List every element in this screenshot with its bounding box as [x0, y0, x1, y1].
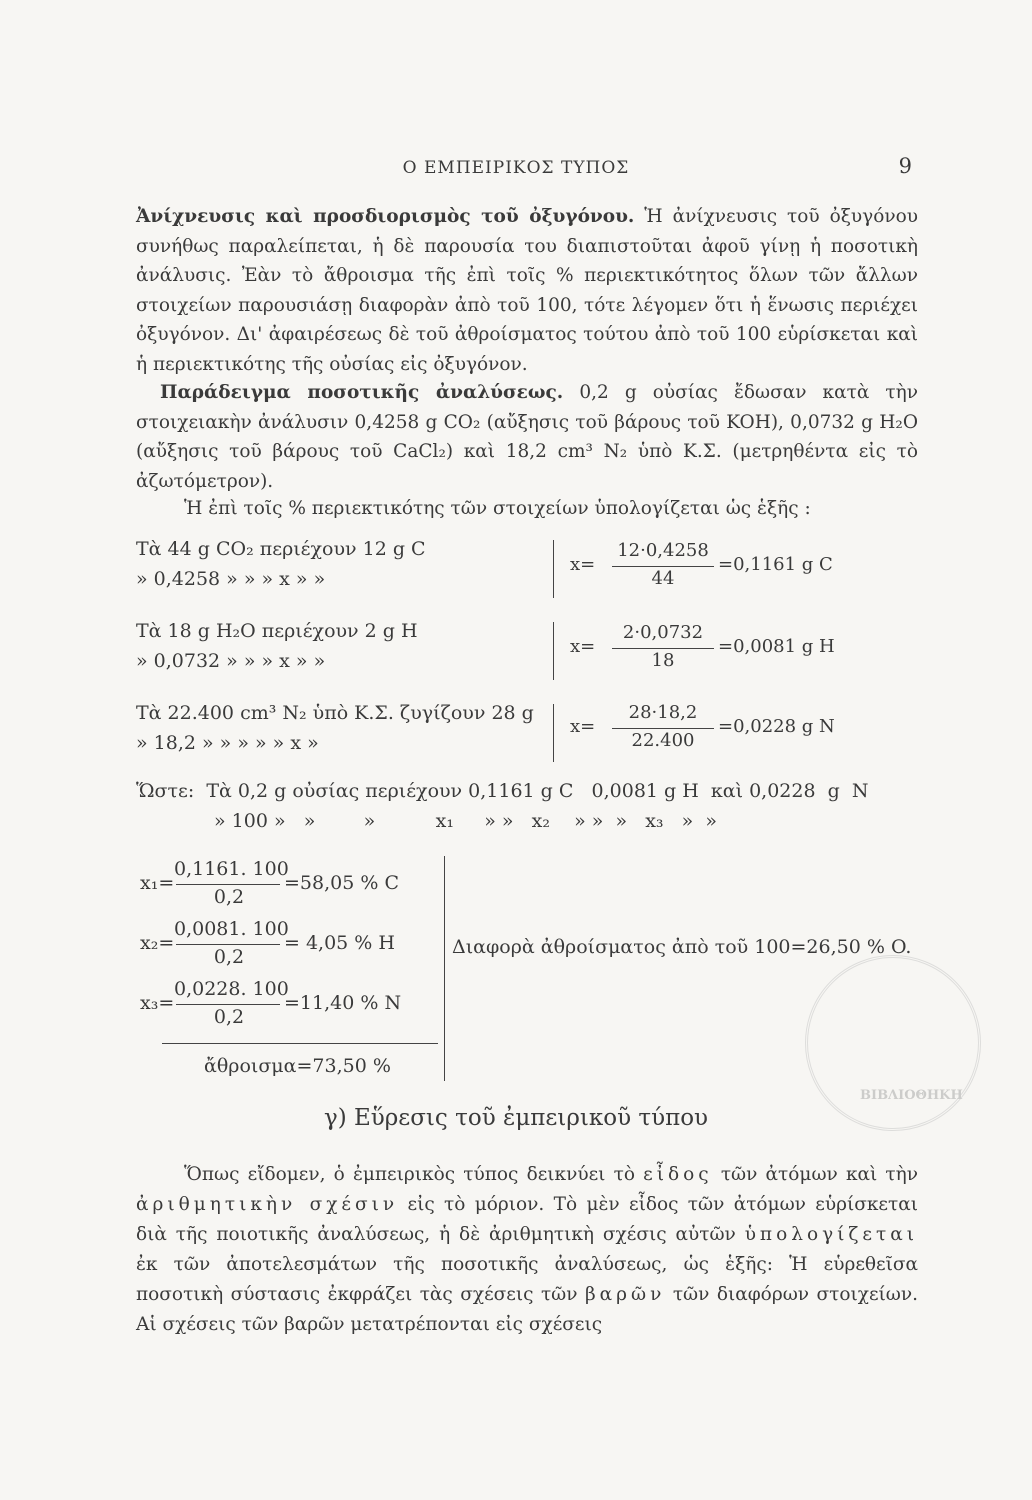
- fraction-bar: [176, 884, 280, 885]
- summary-proportion: [136, 780, 936, 868]
- spaced-text: βαρῶν: [584, 1284, 666, 1305]
- spaced-text: εἶδος: [643, 1164, 713, 1185]
- fraction-numerator: 12·0,4258: [617, 540, 709, 561]
- paragraph-text: 0,2 g οὐσίας ἔδωσαν κατὰ τὴν στοιχειακὴν ἀνάλυσιν 0,4258 g CO₂ (αὔξησις τοῦ βάρους τοῦ KOH), 0,0732 g H₂O (αὔξησις τοῦ βάρους τοῦ CaCl₂) καὶ 18,2 cm³ N₂ ὑπὸ Κ.Σ. (μετρηθέντα εἰς τὸ ἀζωτόμετρον).: [136, 382, 918, 492]
- fraction-bar: [612, 728, 714, 729]
- text-run: ἐκ τῶν ἀποτελεσμάτων τῆς ποσοτικῆς ἀναλύσεως, ὡς ἑξῆς: Ἡ εὑρεθεῖσα ποσοτικὴ σύστασις ἐκφράζει τὰς σχέσεις τῶν: [136, 1254, 918, 1305]
- percent-nitrogen: [140, 978, 440, 1034]
- fraction-bar: [176, 944, 280, 945]
- paragraph-text: Ἡ ἀνίχνευσις τοῦ ὀξυγόνου συνήθως παραλείπεται, ἡ δὲ παρουσία του διαπιστοῦται ἀφοῦ γίνῃ ἡ ποσοτικὴ ἀνάλυσις. Ἐὰν τὸ ἄθροισμα τῆς ἐπὶ τοῖς % περιεκτικότητος ὅλων τῶν ἄλλων στοιχείων παρουσιάσῃ διαφορὰν ἀπὸ τοῦ 100, τότε λέγομεν ὅτι ἡ ἕνωσις περιέχει ὀξυγόνον. Δι' ἀφαιρέσεως δὲ τοῦ ἀθροίσματος τούτου ἀπὸ τοῦ 100 εὑρίσκεται καὶ ἡ περιεκτικότης τῆς οὐσίας εἰς ὀξυγόνον.: [136, 206, 919, 375]
- fraction-bar: [612, 566, 714, 567]
- fraction-numerator: 28·18,2: [628, 702, 698, 723]
- divider-line: [553, 704, 554, 762]
- paragraph-intro-calc: [136, 494, 918, 524]
- fraction-carbon: [570, 540, 870, 596]
- paragraph-oxygen-detection: [136, 202, 918, 379]
- fraction-label: x=: [570, 716, 596, 737]
- percent-denominator: 0,2: [213, 946, 245, 968]
- fraction-denominator: 44: [651, 568, 675, 589]
- spaced-text: ὑπολογίζεται: [744, 1224, 918, 1245]
- fraction-denominator: 18: [651, 650, 675, 671]
- stamp-text: ΒΙΒΛΙΟΘΗΚΗ: [860, 1088, 963, 1103]
- fraction-result: =0,0081 g H: [718, 636, 835, 657]
- percent-label: x₁=: [140, 872, 175, 894]
- paragraph-heading: Παράδειγμα ποσοτικῆς ἀναλύσεως.: [160, 382, 564, 403]
- divider-line: [553, 622, 554, 680]
- fraction-nitrogen: [570, 702, 870, 758]
- percent-sum: ἄθροισμα=73,50 %: [204, 1055, 391, 1077]
- fraction-label: x=: [570, 554, 596, 575]
- fraction-result: =0,1161 g C: [718, 554, 833, 575]
- percent-result: =11,40 % N: [284, 992, 402, 1014]
- oxygen-difference: Διαφορὰ ἀθροίσματος ἀπὸ τοῦ 100=26,50 % O.: [452, 936, 912, 958]
- percent-label: x₂=: [140, 932, 175, 954]
- proportion-line-1: Τὰ 22.400 cm³ N₂ ὑπὸ Κ.Σ. ζυγίζουν 28 g: [136, 702, 534, 724]
- paragraph-text: Ἡ ἐπὶ τοῖς % περιεκτικότης τῶν στοιχείων ὑπολογίζεται ὡς ἑξῆς :: [184, 498, 811, 519]
- percent-numerator: 0,1161. 100: [174, 858, 289, 880]
- proportion-line-2: » 0,4258 » » » x » »: [136, 568, 326, 590]
- proportion-line-2: » 0,0732 » » » x » »: [136, 650, 326, 672]
- percent-result: = 4,05 % H: [284, 932, 395, 954]
- paragraph-empirical-formula: [136, 1160, 918, 1340]
- proportion-line-2: » 18,2 » » » » » x »: [136, 732, 319, 754]
- spaced-text: ἀριθμητικὴν σχέσιν: [136, 1194, 399, 1215]
- paragraph-heading: Ἀνίχνευσις καὶ προσδιορισμὸς τοῦ ὀξυγόνου.: [136, 206, 635, 227]
- proportion-line-1: Τὰ 44 g CO₂ περιέχουν 12 g C: [136, 538, 426, 560]
- percent-hydrogen: [140, 918, 440, 974]
- summary-line-1: Ὥστε: Τὰ 0,2 g οὐσίας περιέχουν 0,1161 g C 0,0081 g H καὶ 0,0228 g N: [136, 780, 869, 802]
- percent-denominator: 0,2: [213, 1006, 245, 1028]
- sum-rule: [162, 1043, 438, 1044]
- percent-result: =58,05 % C: [284, 872, 399, 894]
- fraction-label: x=: [570, 636, 596, 657]
- text-run: τῶν ἀτόμων καὶ τὴν: [712, 1164, 918, 1185]
- text-run: εἰς τὸ μόριον. Τὸ μὲν εἶδος τῶν ἀτόμων εὑρίσκεται διὰ τῆς ποιοτικῆς ἀναλύσεως, ἡ δὲ ἀριθμητικὴ σχέσις αὐτῶν: [136, 1194, 918, 1245]
- percent-carbon: [140, 858, 440, 914]
- percent-denominator: 0,2: [213, 886, 245, 908]
- percent-numerator: 0,0081. 100: [174, 918, 289, 940]
- chapter-title: Ο ΕΜΠΕΙΡΙΚΟΣ ΤΥΠΟΣ: [402, 158, 630, 178]
- fraction-bar: [176, 1004, 280, 1005]
- fraction-numerator: 2·0,0732: [622, 622, 704, 643]
- text-run: Ὅπως εἴδομεν, ὁ ἐμπειρικὸς τύπος δεικνύει τὸ: [184, 1164, 644, 1185]
- proportion-line-1: Τὰ 18 g H₂O περιέχουν 2 g H: [136, 620, 418, 642]
- percent-numerator: 0,0228. 100: [174, 978, 289, 1000]
- paragraph-example: [136, 378, 918, 496]
- divider-line: [553, 540, 554, 598]
- text-run: τῶν διαφόρων στοιχείων. Αἱ σχέσεις τῶν βαρῶν μετατρέπονται εἰς σχέσεις: [136, 1284, 918, 1335]
- divider-line: [444, 856, 445, 1081]
- summary-line-2: » 100 » » » x₁ » » x₂ » » » x₃ » »: [214, 810, 717, 832]
- fraction-denominator: 22.400: [631, 730, 695, 751]
- percent-label: x₃=: [140, 992, 175, 1014]
- fraction-hydrogen: [570, 622, 870, 678]
- section-heading: γ) Εὕρεσις τοῦ ἐμπειρικοῦ τύπου: [323, 1105, 709, 1131]
- page-number: 9: [898, 154, 912, 178]
- fraction-bar: [612, 648, 714, 649]
- fraction-result: =0,0228 g N: [718, 716, 835, 737]
- running-header: [0, 150, 1032, 184]
